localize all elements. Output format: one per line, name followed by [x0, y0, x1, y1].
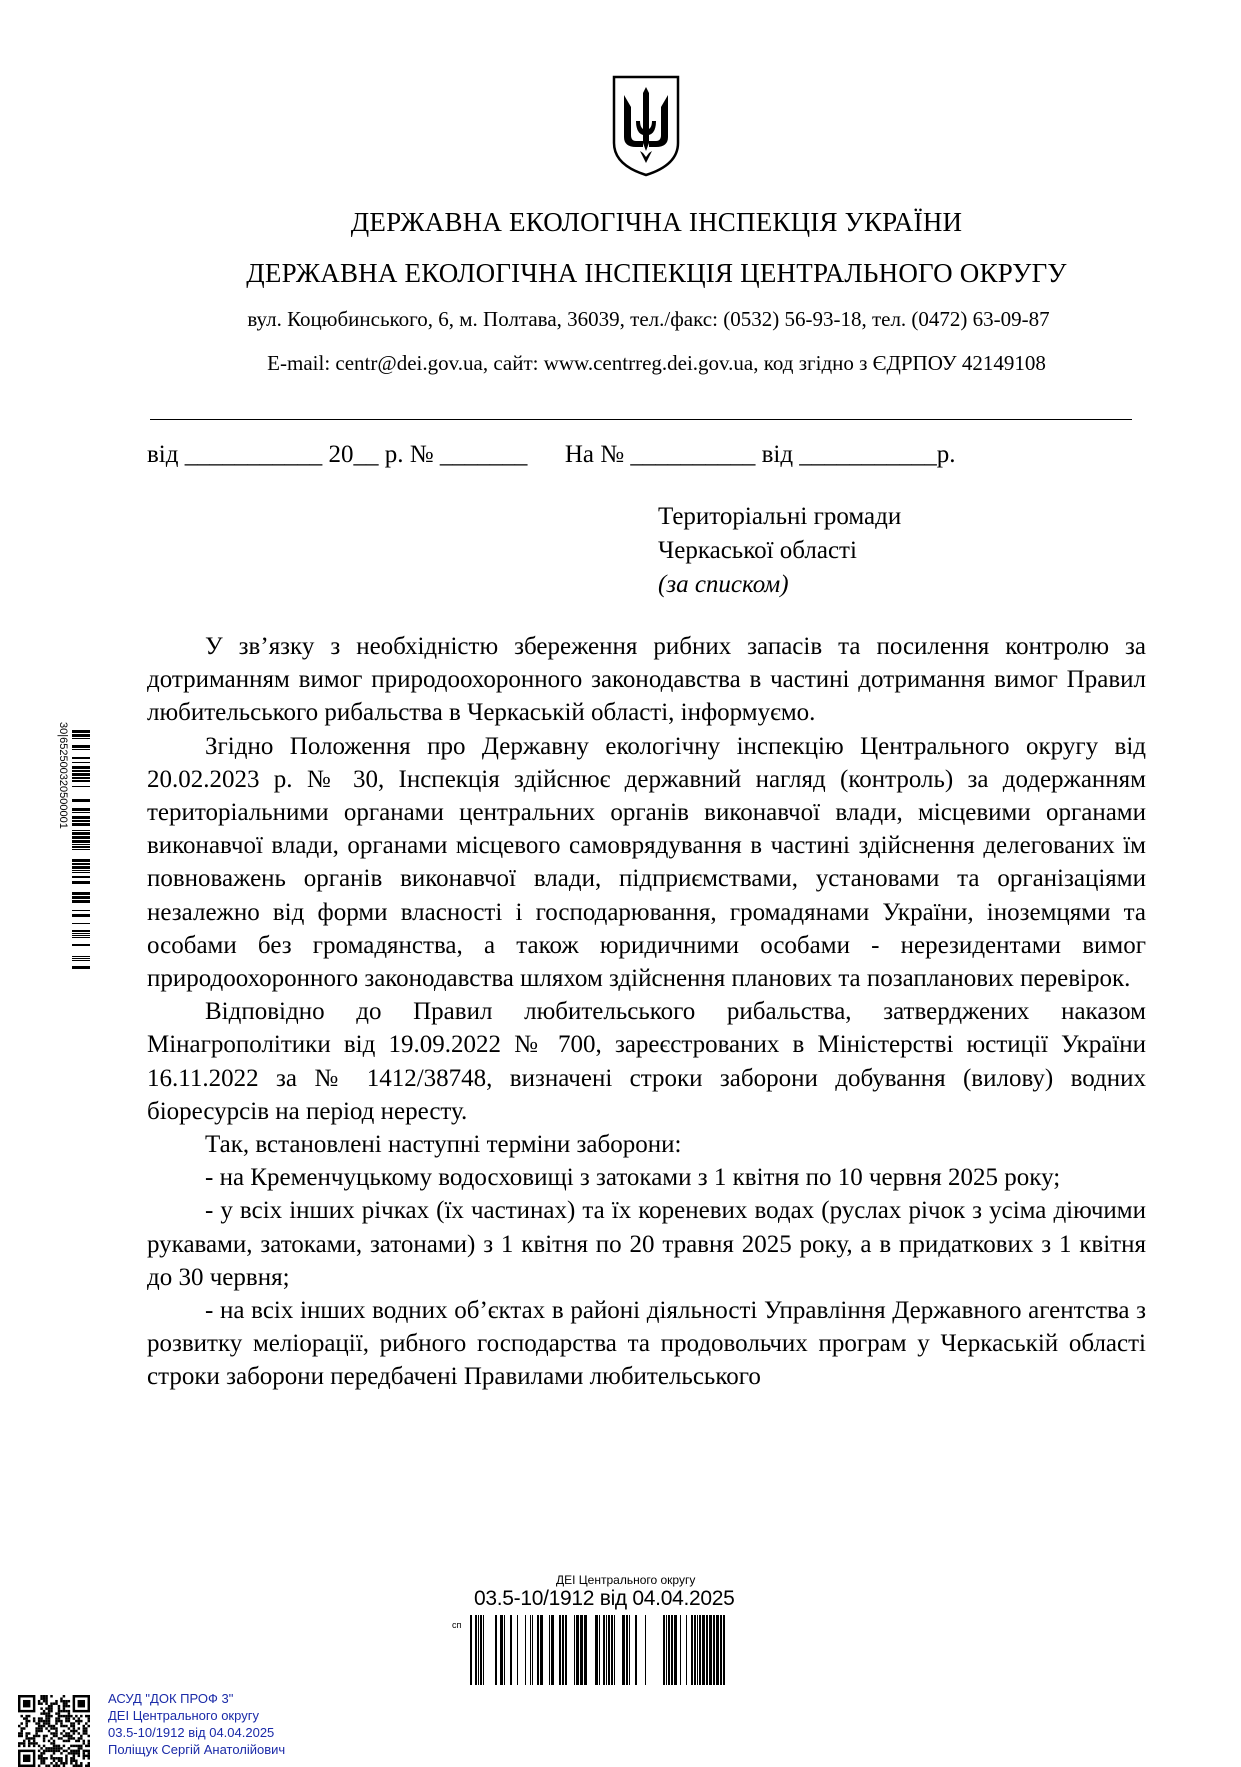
- side-barcode-text: 30|652500320500001: [57, 722, 69, 829]
- addressee-note: (за списком): [658, 571, 789, 598]
- stamp-line: АСУД "ДОК ПРОФ 3": [108, 1691, 234, 1706]
- letter-body: [147, 630, 1146, 1394]
- body-paragraph: Згідно Положення про Державну екологічну інспекцію Центрального округу від 20.02.2023 р. № 30, Інспекція здійснює державний нагляд (контроль) за додержанням територіальними органами центральних органів виконавчої влади, місцевими органами виконавчої влади, органами місцевого самоврядування в частині здійснення делегованих їм повноважень органів виконавчої влади, підприємствами, установами та організаціями незалежно від форми власності і господарювання, громадянами України, іноземцями та особами без громадянства, а також юридичними особами - нерезидентами вимог природоохоронного законодавства шляхом здійснення планових та позапланових перевірок.: [147, 732, 1146, 993]
- reg-barcode-number: 03.5-10/1912 від 04.04.2025: [474, 1587, 735, 1610]
- trident-emblem-icon: [610, 73, 682, 177]
- registration-stamp: [108, 1690, 285, 1758]
- registration-barcode: [470, 1615, 730, 1685]
- header-divider: [150, 419, 1132, 420]
- body-paragraph: - на всіх інших водних об’єктах в районі діяльності Управління Державного агентства з розвитку меліорації, рибного господарства та продовольчих програм у Черкаській області строки заборони передбачені Правилами любительського: [147, 1297, 1146, 1391]
- side-barcode: [56, 720, 92, 975]
- reg-barcode-org: ДЕІ Центрального округу: [556, 1573, 696, 1587]
- org-sub-title: ДЕРЖАВНА ЕКОЛОГІЧНА ІНСПЕКЦІЯ ЦЕНТРАЛЬНОГО ОКРУГУ: [246, 258, 1067, 288]
- body-paragraph: У зв’язку з необхідністю збереження рибних запасів та посилення контролю за дотриманням вимог природоохоронного законодавства в частині дотримання вимог Правил любительського рибальства в Черкаській області, інформуємо.: [147, 633, 1146, 727]
- addressee-line: Територіальні громади: [658, 503, 902, 530]
- org-main-title: ДЕРЖАВНА ЕКОЛОГІЧНА ІНСПЕКЦІЯ УКРАЇНИ: [350, 207, 963, 237]
- reg-barcode-mark: сп: [452, 1620, 462, 1630]
- addressee-block: [658, 500, 901, 602]
- org-address: вул. Коцюбинського, 6, м. Полтава, 36039, тел./факс: (0532) 56-93-18, тел. (0472) 63-09-87: [247, 307, 1050, 331]
- stamp-line: 03.5-10/1912 від 04.04.2025: [108, 1725, 275, 1740]
- addressee-line: Черкаської області: [658, 537, 857, 564]
- body-paragraph: - у всіх інших річках (їх частинах) та їх кореневих водах (руслах річок з усіма діючими рукавами, затоками, затонами) з 1 квітня по 20 травня 2025 року, а в придаткових з 1 квітня до 30 червня;: [147, 1197, 1146, 1291]
- stamp-line: Поліщук Сергій Анатолійович: [108, 1742, 286, 1757]
- body-paragraph: - на Кременчуцькому водосховищі з затоками з 1 квітня по 10 червня 2025 року;: [205, 1164, 1061, 1192]
- body-paragraph: Відповідно до Правил любительського рибальства, затверджених наказом Мінагрополітики від 19.09.2022 № 700, зареєстрованих в Міністерстві юстиції України 16.11.2022 за № 1412/38748, визначені строки заборони добування (вилову) водних біоресурсів на період нересту.: [147, 998, 1146, 1125]
- qr-code-icon: [18, 1695, 90, 1767]
- body-paragraph: Так, встановлені наступні терміни заборони:: [205, 1131, 682, 1159]
- stamp-line: ДЕІ Центрального округу: [108, 1708, 259, 1723]
- reference-line: від ___________ 20__ р. № _______ На № __________ від ___________р.: [147, 441, 956, 468]
- org-contacts: E-mail: centr@dei.gov.ua, сайт: www.centrreg.dei.gov.ua, код згідно з ЄДРПОУ 42149108: [267, 351, 1046, 375]
